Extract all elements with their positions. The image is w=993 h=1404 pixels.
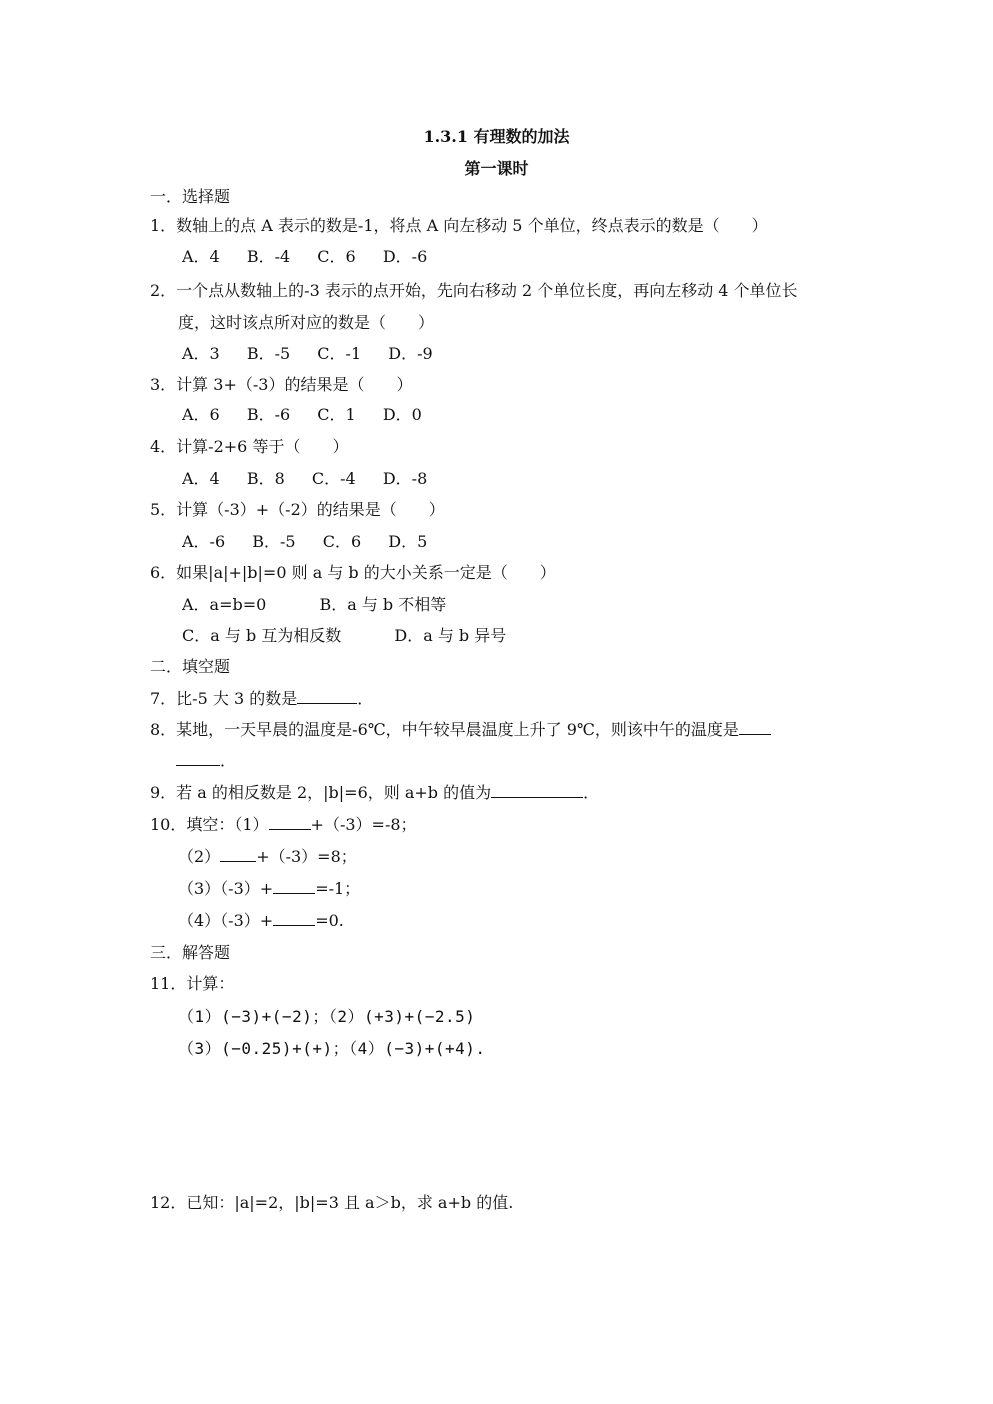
question-7: [150, 689, 373, 709]
option-c: C．1: [317, 405, 356, 424]
question-8-continuation: [176, 751, 236, 771]
option-c: C．-4: [311, 469, 356, 488]
option-d: D．-8: [382, 469, 428, 488]
option-c: C．-1: [317, 344, 362, 363]
option-d: D．a 与 b 异号: [394, 626, 507, 645]
question-8-end: ．: [220, 751, 237, 770]
option-a: A．3: [182, 344, 220, 363]
option-a: A．6: [182, 405, 220, 424]
answer-blank[interactable]: [297, 689, 357, 704]
question-11-row-1: （1）(−3)+(−2)；（2）(+3)+(−2.5): [178, 1007, 476, 1026]
option-a: A．4: [182, 469, 220, 488]
question-2-options: [182, 344, 455, 364]
question-9-end: ．: [583, 783, 600, 802]
part-equation: =0.: [315, 911, 344, 930]
option-b: B．-5: [246, 344, 291, 363]
option-b: B．a 与 b 不相等: [319, 595, 447, 614]
question-9-text: 9．若 a 的相反数是 2，|b|=6，则 a+b 的值为: [150, 783, 492, 802]
option-c: C．6: [322, 532, 362, 551]
answer-blank[interactable]: [176, 751, 220, 766]
option-b: B．-6: [246, 405, 291, 424]
part-label: （2）: [178, 847, 221, 866]
option-d: D．-9: [388, 344, 433, 363]
question-1-stem: 1．数轴上的点 A 表示的数是-1，将点 A 向左移动 5 个单位，终点表示的数是（ ）: [150, 216, 768, 235]
question-6-stem: 6．如果|a|+|b|=0 则 a 与 b 的大小关系一定是（ ）: [150, 563, 556, 582]
answer-blank[interactable]: [220, 847, 256, 862]
question-8: [150, 720, 771, 740]
part-label: （4）（-3）+: [178, 911, 274, 930]
question-12-stem: 12．已知：|a|=2，|b|=3 且 a＞b，求 a+b 的值.: [150, 1193, 514, 1212]
question-10-part-4: [178, 911, 344, 931]
question-11-stem: 11．计算：: [150, 974, 235, 993]
option-a: A．4: [182, 247, 220, 266]
option-d: D．0: [382, 405, 422, 424]
option-d: D．5: [388, 532, 428, 551]
option-b: B．-5: [252, 532, 296, 551]
part-equation: +（-3）=-8；: [310, 815, 417, 834]
part-equation: =-1；: [315, 879, 361, 898]
question-7-text: 7．比-5 大 3 的数是: [150, 689, 298, 708]
question-4-stem: 4．计算-2+6 等于（ ）: [150, 437, 349, 456]
question-1-options: [182, 247, 449, 267]
question-2-stem-line1: 2．一个点从数轴上的-3 表示的点开始，先向右移动 2 个单位长度，再向左移动 4 个单位长: [150, 281, 798, 300]
question-8-text: 8．某地，一天早晨的温度是-6℃，中午较早晨温度上升了 9℃，则该中午的温度是: [150, 720, 739, 739]
answer-blank[interactable]: [491, 783, 583, 798]
document-subtitle: 第一课时: [464, 159, 529, 178]
question-10-part-3: [178, 879, 360, 899]
option-c: C．6: [317, 247, 356, 266]
answer-blank[interactable]: [273, 911, 315, 926]
question-3-stem: 3．计算 3+（-3）的结果是（ ）: [150, 375, 413, 394]
section-heading-answer: 三．解答题: [150, 943, 231, 962]
option-b: B．-4: [246, 247, 291, 266]
question-11-row-2: （3）(−0.25)+(+)；（4）(−3)+(+4).: [178, 1039, 486, 1058]
option-a: A．a=b=0: [182, 595, 267, 614]
part-label: （3）（-3）+: [178, 879, 274, 898]
option-d: D．-6: [382, 247, 428, 266]
section-heading-fill: 二．填空题: [150, 657, 231, 676]
question-6-options-row1: [182, 595, 468, 615]
question-10-part-2: [178, 847, 357, 867]
part-label: 10．填空：（1）: [150, 815, 269, 834]
part-equation: +（-3）=8；: [256, 847, 357, 866]
question-4-options: [182, 469, 449, 489]
document-title: 1.3.1 有理数的加法: [423, 127, 570, 146]
question-9: [150, 783, 599, 803]
option-a: A．-6: [182, 532, 226, 551]
option-b: B．8: [246, 469, 285, 488]
answer-blank[interactable]: [269, 815, 311, 830]
answer-blank[interactable]: [273, 879, 315, 894]
question-5-stem: 5．计算（-3）+（-2）的结果是（ ）: [150, 500, 445, 519]
answer-blank[interactable]: [739, 720, 771, 735]
option-c: C．a 与 b 互为相反数: [182, 626, 342, 645]
question-7-end: ．: [357, 689, 374, 708]
question-6-options-row2: [182, 626, 528, 646]
question-2-stem-line2: 度，这时该点所对应的数是（ ）: [178, 313, 435, 332]
question-5-options: [182, 532, 449, 552]
question-10-part-1: [150, 815, 417, 835]
section-heading-choice: 一．选择题: [150, 187, 231, 206]
question-3-options: [182, 405, 444, 425]
